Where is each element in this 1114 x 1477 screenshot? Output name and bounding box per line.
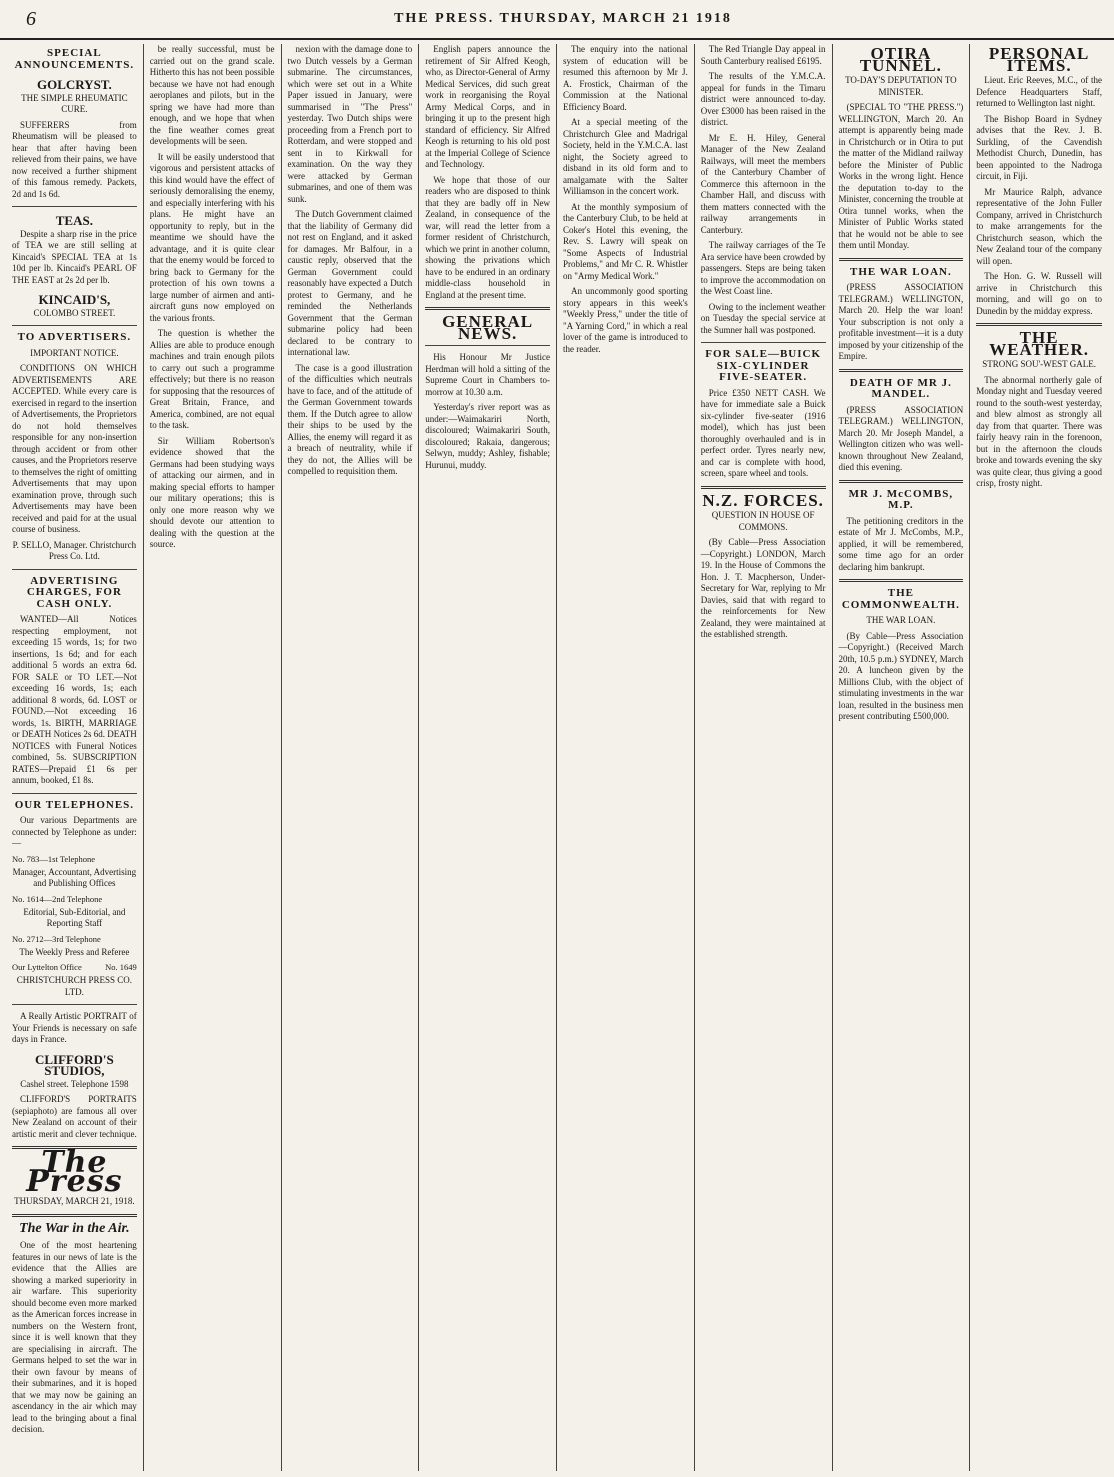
ad-subtitle: COLOMBO STREET. (33, 307, 116, 318)
divider (12, 1004, 137, 1005)
news-paragraph: At a special meeting of the Christchurch Glee and Madrigal Society, held in the Y.M.C.A. last night, the Society agreed to disband in its old form and to amalgamate with the Salter Williamson in the concert work. (563, 117, 688, 196)
death-heading: DEATH OF MR J. MANDEL. (849, 376, 952, 400)
notice-heading: TO ADVERTISERS. (17, 331, 132, 343)
logo-date: THURSDAY, MARCH 21, 1918. (14, 1196, 135, 1206)
car-ad-body: Price £350 NETT CASH. We have for immediate sale a Buick six-cylinder five-seater (1916 model), which has just been thoroughly overhauled and is in perfect order. Tyres nearly new, and car is complete with hood, screen, spare wheel and tools. (700, 387, 826, 478)
commonwealth-body: (By Cable—Press Association—Copyright.) (Received March 20th, 10.5 p.m.) SYDNEY, March 20. A luncheon given by the Millions Club, with the object of stimulating investments in the war loan, resulted in the business men present contributing £500,000. (838, 630, 964, 721)
divider (12, 569, 137, 570)
column-8 (970, 44, 1108, 1471)
section-heading: SPECIAL ANNOUNCEMENTS. (14, 47, 135, 71)
divider (701, 486, 826, 489)
news-paragraph: Mr E. H. Hiley, General Manager of the New Zealand Railways, will meet the members of the Canterbury Chamber of Commerce this afternoon in the Chamber Hall, and discuss with them matters connected with the railway arrangements in Canterbury. (700, 132, 826, 235)
column-grid (6, 44, 1108, 1471)
divider (839, 369, 964, 372)
masthead (0, 0, 1114, 40)
charges-body: WANTED—All Notices respecting employment, not exceeding 15 words, 1s; for two insertions, 1s 6d; and for each additional 5 words an extra 6d. FOR SALE or TO LET.—Not exceeding 16 words, 1s; each additional 8 words, 6d. LOST or FOUND.—Not exceeding 16 words, 1s. BIRTH, MARRIAGE or DEATH Notices 2s 6d. DEATH NOTICES with Funeral Notices combined, 5s. SUBSCRIPTION RATES—Prepaid £1 6s per annum, booked, £1 8s. (12, 614, 137, 785)
divider (12, 206, 137, 207)
divider (425, 307, 550, 310)
weather-heading: THE WEATHER. (989, 328, 1090, 359)
telephone-desc: The Weekly Press and Referee (19, 946, 130, 957)
portrait-ad: A Really Artistic PORTRAIT of Your Friends is necessary on safe days in France. (12, 1011, 137, 1044)
article-paragraph: The case is a good illustration of the difficulties which neutrals have to face, and of the attitude of the German Government towards them. If the Dutch agree to allow their ships to be used by the Allies, the enemy will regard it as a breach of neutrality, while if they do not, the Allies will be compelled to requisition them. (287, 362, 413, 476)
divider (425, 345, 550, 346)
otira-body: (SPECIAL TO "THE PRESS.") WELLINGTON, March 20. An attempt is apparently being made in Christchurch or in Otira to put the matter of the Midland railway before the Minister of Public Works in the wrong light. Hence the deputation to-day to the Minister, concerning the trouble at Otira tunnel works, when the Minister of Public Works stated that he would not be able to see them until Monday. (838, 102, 964, 250)
news-paragraph: Yesterday's river report was as under:—Waimakariri North, discoloured; Waimakariri South, discoloured; Rakaia, dangerous; Selwyn, muddy; Ashley, fishable; Hurunui, muddy. (425, 402, 550, 470)
ad-title: GOLCRYST. (36, 77, 112, 92)
death-body: (PRESS ASSOCIATION TELEGRAM.) WELLINGTON, March 20. Mr Joseph Mandel, a Wellington citizen who was well-known throughout New Zealand, died this evening. (838, 404, 964, 472)
news-paragraph: The Red Triangle Day appeal in South Canterbury realised £6195. (700, 44, 826, 66)
telephone-desc: Manager, Accountant, Advertising and Publishing Offices (12, 866, 137, 888)
divider (12, 1214, 137, 1217)
divider (839, 579, 964, 582)
divider (701, 342, 826, 343)
column-2 (144, 44, 282, 1471)
telephone-row: No. 1614—2nd Telephone (12, 893, 103, 904)
otira-heading: OTIRA TUNNEL. (859, 44, 942, 75)
news-paragraph: Owing to the inclement weather on Tuesday the special service at the Sumner hall was postponed. (700, 301, 826, 335)
personal-item: The Hon. G. W. Russell will arrive in Christchurch this morning, and will go on to Dunedin by the midday express. (976, 271, 1102, 316)
column-3 (282, 44, 420, 1471)
telephone-desc: Editorial, Sub-Editorial, and Reporting Staff (23, 906, 126, 928)
cliffords-address: Cashel street. Telephone 1598 (20, 1078, 129, 1089)
ad-title: KINCAID'S, (38, 292, 111, 307)
leader-title: The War in the Air. (19, 1220, 130, 1236)
divider (12, 325, 137, 326)
weather-subheading: STRONG SOU'-WEST GALE. (982, 359, 1096, 369)
divider (12, 793, 137, 794)
article-paragraph: We hope that those of our readers who are disposed to think that they are badly off in New Zealand, in consequence of the war, will read the letter from a former resident of Christchurch, which we print in another column, showing the privations which have to be endured in an ordinary middle-class household in England at the present time. (425, 174, 550, 300)
personal-item: Lieut. Eric Reeves, M.C., of the Defence Headquarters Staff, returned to Wellington last night. (976, 75, 1102, 108)
ad-title: TEAS. (55, 213, 93, 228)
charges-heading: ADVERTISING CHARGES, FOR CASH ONLY. (26, 574, 122, 610)
divider (976, 323, 1102, 326)
running-head: THE PRESS. THURSDAY, MARCH 21 1918 (394, 11, 732, 26)
article-paragraph: English papers announce the retirement of Sir Alfred Keogh, who, as Director-General of Army Medical Services, did such great work in reorganising the Royal Army Medical Corps, and in bringing it up to the present high standard of efficiency. Sir Alfred Keogh is returning to his old post at the Imperial College of Science and Technology. (425, 44, 550, 169)
notice-subheading: IMPORTANT NOTICE. (30, 347, 119, 358)
general-news-heading: GENERAL NEWS. (442, 312, 534, 343)
column-5 (557, 44, 695, 1471)
weather-body: The abnormal northerly gale of Monday night and Tuesday veered round to the south-west yesterday, and blew almost as strongly all day from that quarter. There was fairly heavy rain in the forenoon, but in the afternoon the clouds broke and towards evening the sky was quite clear, thus giving a good crisp, frosty night. (976, 374, 1102, 488)
nz-forces-subheading: QUESTION IN HOUSE OF COMMONS. (711, 510, 815, 532)
article-paragraph: The question is whether the Allies are able to produce enough machines and train enough pilots to carry out such a programme effectively; but there is no reason for supposing that the resources of Great Britain, France, and America, combined, are not equal to the task. (149, 328, 275, 430)
article-paragraph: Sir William Robertson's evidence showed that the Germans had been studying ways of attacking our airmen, and in making special efforts to hamper our military operations; this is only one more reason why we should devote our attention to dealing with the question at the source. (149, 435, 275, 549)
article-paragraph: nexion with the damage done to two Dutch vessels by a German submarine. The circumstances, which were set out in a White Paper issued in January, were summarised in "The Press" yesterday. Two Dutch ships were proceeding from a French port to Rotterdam, and were stopped and sent in to Kirkwall for examination. On the way they were attacked by German submarines, and one of them was sunk. (287, 44, 413, 204)
article-paragraph: be really successful, must be carried out on the grand scale. Hitherto this has not been possible because we have not had enough aeroplanes and pilots, but in the spring we have had more than enough, and we hope that when the fine weather comes great developments will be seen. (149, 44, 275, 146)
page-number: 6 (26, 7, 36, 30)
nz-forces-heading: N.Z. FORCES. (702, 490, 824, 510)
ad-body: SUFFERERS from Rheumatism will be pleased to hear that after having been relieved from their pains, we have now received a further shipment of this famous remedy. Packets, 2d and 1s 6d. (12, 119, 137, 199)
personal-item: Mr Maurice Ralph, advance representative of the John Fuller Company, arrived in Christchurch to make arrangements for the Christchurch season, which the New Zealand tour of the company will open. (976, 186, 1102, 266)
war-loan-heading: THE WAR LOAN. (850, 265, 952, 278)
telephones-body: Our various Departments are connected by Telephone as under:— (12, 815, 137, 848)
news-paragraph: His Honour Mr Justice Herdman will hold a sitting of the Supreme Court in Chambers to-morrow at 10.30 a.m. (425, 352, 550, 397)
telephone-row: Our Lyttelton Office No. 1649 (12, 962, 137, 972)
cliffords-title: CLIFFORD'S STUDIOS, (35, 1051, 114, 1078)
mccombs-body: The petitioning creditors in the estate of Mr J. McCombs, M.P., applied, it will be remembered, some time ago for an order declaring him bankrupt. (838, 515, 964, 572)
column-6 (695, 44, 833, 1471)
commonwealth-subheading: THE WAR LOAN. (866, 615, 936, 625)
news-paragraph: An uncommonly good sporting story appears in this week's "Weekly Press," under the title of "A Yarning Cord," in which a real lover of the game is introduced to the reader. (563, 286, 688, 354)
newspaper-logo: The Press (26, 1145, 123, 1199)
ad-subtitle: THE SIMPLE RHEUMATIC CURE. (21, 92, 128, 114)
column-1 (6, 44, 144, 1471)
commonwealth-heading: THE COMMONWEALTH. (841, 587, 960, 611)
news-paragraph: At the monthly symposium of the Canterbury Club, to be held at Coker's Hotel this evening, the Rev. S. Lawry will speak on "Some Aspects of Industrial Problems," and Mr C. R. Whistler on "Army Medical Work." (563, 201, 688, 281)
divider (839, 258, 964, 261)
article-paragraph: It will be easily understood that vigorous and persistent attacks of this kind would have the effect of seriously demoralising the enemy, and especially interfering with his plans. He might have an opportunity to reply, but in the meantime we should have the advantage, and it is quite clear that the enemy would be forced to bring back to Germany for the protection of his own towns a large number of airmen and anti-aircraft guns now employed on the various fronts. (149, 151, 275, 323)
car-ad-heading: FOR SALE—BUICK SIX-CYLINDER FIVE-SEATER. (705, 348, 822, 383)
column-4 (419, 44, 557, 1471)
column-7 (833, 44, 971, 1471)
personal-item: The Bishop Board in Sydney advises that the Rev. J. B. Surkling, of the Cavendish Methodist Church, Dunedin, has been appointed to the Nadroga circuit, in Fiji. (976, 113, 1102, 181)
nz-forces-body: (By Cable—Press Association—Copyright.) LONDON, March 19. In the House of Commons the Hon. J. T. Macpherson, Under-Secretary for War, replying to Mr Davies, said that with regard to the reinforcements for New Zealand, they were maintained at the established strength. (700, 537, 826, 639)
mccombs-heading: MR J. McCOMBS, M.P. (848, 487, 954, 511)
telephone-row: No. 2712—3rd Telephone (12, 933, 101, 944)
news-paragraph: The enquiry into the national system of education will be resumed this afternoon by Mr J. A. Frostick, Chairman of the Commission at the National Efficiency Board. (563, 44, 688, 112)
article-paragraph: The Dutch Government claimed that the liability of Germany did not rest on England, and it asked for damages. Mr Balfour, in a caustic reply, observed that the German Government could reasonably have expected a Dutch protest to Germany, and he reminded the Netherlands Government that the German submarine policy had been declared to be contrary to international law. (287, 209, 413, 357)
ad-body: Despite a sharp rise in the price of TEA we are still selling at Kincaid's SPECIAL TEA at 1s 10d per lb. Kincaid's PEARL OF THE EAST at 2s 2d per lb. (12, 228, 137, 285)
telephone-row: No. 783—1st Telephone (12, 853, 96, 864)
news-paragraph: The results of the Y.M.C.A. appeal for funds in the Timaru district were announced to-day. Over £3000 has been raised in the district. (700, 71, 826, 127)
otira-subheading: TO-DAY'S DEPUTATION TO MINISTER. (845, 75, 957, 97)
cliffords-body: CLIFFORD'S PORTRAITS (sepiaphoto) are famous all over New Zealand on account of their artistic merit and clever technique. (12, 1094, 137, 1139)
personal-items-heading: PERSONAL ITEMS. (988, 44, 1090, 75)
divider (839, 480, 964, 483)
telephones-signature: CHRISTCHURCH PRESS CO. LTD. (16, 975, 133, 997)
notice-body: CONDITIONS ON WHICH ADVERTISEMENTS ARE ACCEPTED. While every care is exercised in regard to the insertion of Advertisements, the Proprietors do not hold themselves responsible for any non-insertion through accident or from other causes, and the Proprietors reserve to themselves the right of omitting Advertisements that may upon examination prove, through such Advertisements may have been received and paid for at the usual course of business. (12, 363, 137, 534)
news-paragraph: The railway carriages of the Te Ara service have been crowded by passengers. Steps are being taken to improve the accommodation on the West Coast line. (700, 240, 826, 296)
leader-body: One of the most heartening features in our news of late is the evidence that the Allies are showing a marked superiority in air warfare. This superiority should become even more marked as the American forces increase in numbers on the Western front, since it is well known that they are specialising in aircraft. The Germans helped to set the war in their own favour by means of their submarines, and it is hoped that we may now be gaining an ascendancy in the air which may lead to the bringing about a final decision. (12, 1240, 137, 1434)
telephones-heading: OUR TELEPHONES. (14, 798, 135, 811)
notice-signature: P. SELLO, Manager. Christchurch Press Co. Ltd. (12, 539, 137, 561)
war-loan-body: (PRESS ASSOCIATION TELEGRAM.) WELLINGTON, March 20. Help the war loan! Your subscription is not only a profitable investment—it is a duty imposed by your citizenship of the Empire. (838, 282, 964, 361)
